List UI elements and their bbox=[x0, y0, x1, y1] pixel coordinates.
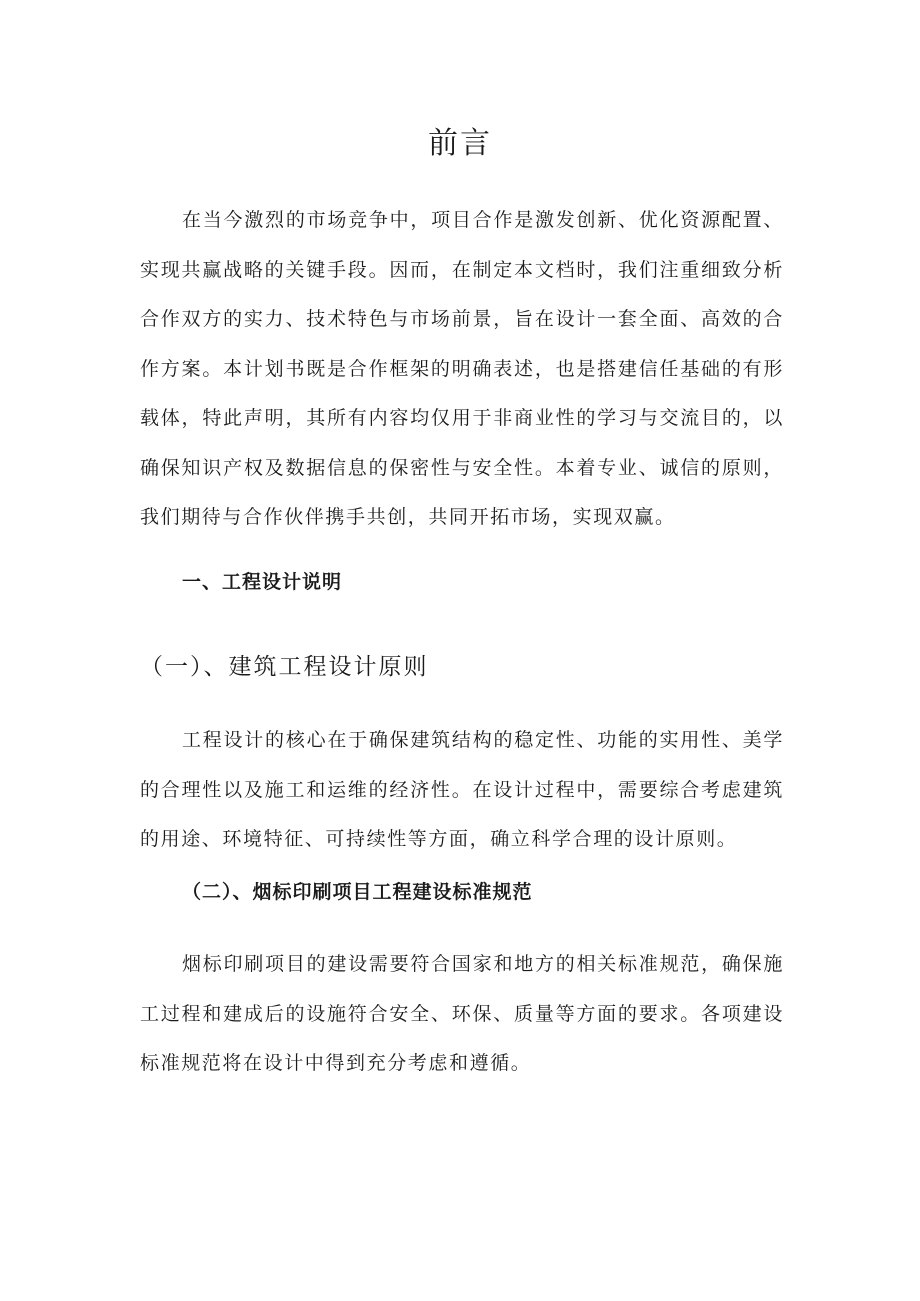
subsection-heading-standards: （二）、烟标印刷项目工程建设标准规范 bbox=[182, 881, 533, 903]
standards-paragraph: 烟标印刷项目的建设需要符合国家和地方的相关标准规范，确保施工过程和建成后的设施符合安全、环保、质量等方面的要求。各项建设标准规范将在设计中得到充分考虑和遵循。 bbox=[140, 953, 784, 1074]
preface-paragraph: 在当今激烈的市场竞争中，项目合作是激发创新、优化资源配置、实现共赢战略的关键手段。因而，在制定本文档时，我们注重细致分析合作双方的实力、技术特色与市场前景，旨在设计一套全面、高效的合作方案。本计划书既是合作框架的明确表述，也是搭建信任基础的有形载体，特此声明，其所有内容均仅用于非商业性的学习与交流目的，以确保知识产权及数据信息的保密性与安全性。本着专业、诚信的原则，我们期待与合作伙伴携手共创，共同开拓市场，实现双赢。 bbox=[140, 209, 784, 528]
section-heading-engineering-design: 一、工程设计说明 bbox=[182, 571, 343, 593]
subsection-heading-design-principles: （一）、建筑工程设计原则 bbox=[140, 654, 429, 680]
design-principles-paragraph: 工程设计的核心在于确保建筑结构的稳定性、功能的实用性、美学的合理性以及施工和运维的经济性。在设计过程中，需要综合考虑建筑的用途、环境特征、可持续性等方面，确立科学合理的设计原则。 bbox=[140, 729, 784, 850]
page-title: 前言 bbox=[428, 126, 492, 161]
